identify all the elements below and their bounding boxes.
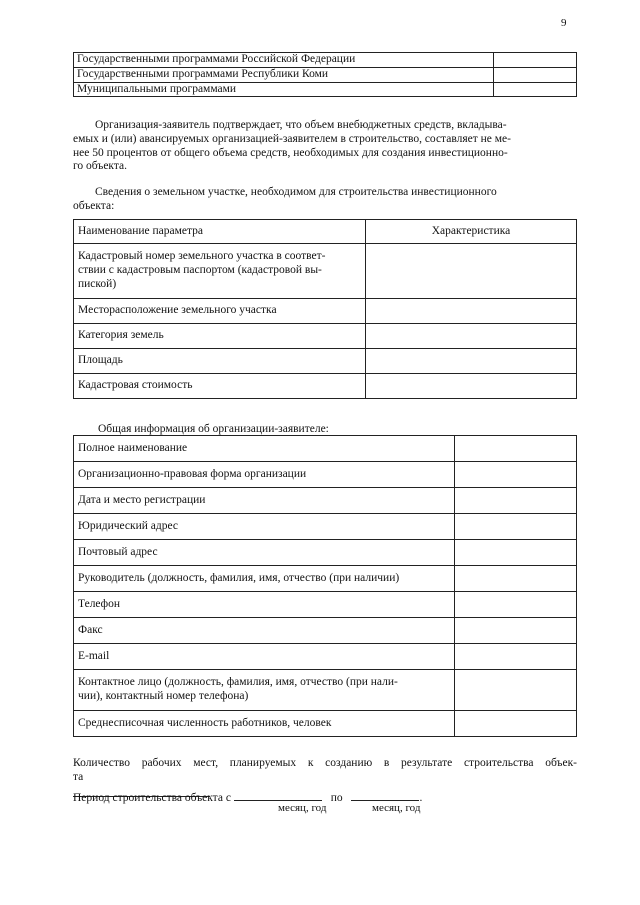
table-row [74, 349, 577, 374]
headcount-label: Среднесписочная численность работников, человек [74, 711, 455, 737]
area-label: Площадь [74, 349, 366, 374]
table-row [74, 299, 577, 324]
program-label: Муниципальными программами [74, 82, 494, 97]
table-row [74, 566, 577, 592]
legal-form-value-cell[interactable] [455, 462, 577, 488]
period-end: . [419, 792, 423, 804]
program-label: Государственными программами Республики Коми [74, 67, 494, 82]
table-row [74, 592, 577, 618]
paragraph-line: нее 50 процентов от общего объема средств, необходимых для создания инвестиционно- [73, 146, 508, 159]
program-value-cell[interactable] [494, 67, 577, 82]
table-row [74, 711, 577, 737]
program-value-cell[interactable] [494, 53, 577, 68]
cadastral-number-value-cell[interactable] [366, 244, 577, 299]
legal-form-label: Организационно-правовая форма организации [74, 462, 455, 488]
table-header-row [74, 220, 577, 244]
full-name-label: Полное наименование [74, 436, 455, 462]
location-value-cell[interactable] [366, 299, 577, 324]
table-row [74, 670, 577, 711]
label-line: ствии с кадастровым паспортом (кадастровой вы- [78, 264, 322, 277]
table-row [74, 82, 577, 97]
cadastral-value-label: Кадастровая стоимость [74, 374, 366, 399]
headcount-value-cell[interactable] [455, 711, 577, 737]
fax-value-cell[interactable] [455, 618, 577, 644]
paragraph-line: Сведения о земельном участке, необходимом для строительства инвестиционного [95, 186, 497, 198]
cadastral-value-cell[interactable] [366, 374, 577, 399]
registration-label: Дата и место регистрации [74, 488, 455, 514]
email-label: E-mail [74, 644, 455, 670]
table-row [74, 462, 577, 488]
label-line: Контактное лицо (должность, фамилия, имя, отчество (при нали- [78, 676, 398, 689]
table-row [74, 514, 577, 540]
header-parameter-name: Наименование параметра [74, 220, 366, 244]
postal-address-label: Почтовый адрес [74, 540, 455, 566]
table-row [74, 540, 577, 566]
period-mid: по [330, 792, 343, 804]
jobs-count-text: Количество рабочих мест, планируемых к созданию в результате строительства объек- [73, 757, 577, 769]
period-prefix: Период строительства объекта с [73, 792, 231, 804]
period-captions [73, 802, 577, 816]
header-characteristic: Характеристика [366, 220, 577, 244]
land-plot-table [73, 219, 577, 399]
label-line: Кадастровый номер земельного участка в соответ- [78, 250, 326, 263]
director-label: Руководитель (должность, фамилия, имя, отчество (при наличии) [74, 566, 455, 592]
programs-table [73, 52, 577, 97]
location-label: Месторасположение земельного участка [74, 299, 366, 324]
contact-person-value-cell[interactable] [455, 670, 577, 711]
jobs-tail-text: та [73, 770, 84, 783]
director-value-cell[interactable] [455, 566, 577, 592]
full-name-value-cell[interactable] [455, 436, 577, 462]
table-row [74, 436, 577, 462]
table-row [74, 324, 577, 349]
cadastral-number-label [74, 244, 366, 299]
period-end-blank[interactable] [351, 789, 419, 801]
paragraph-line: Организация-заявитель подтверждает, что объем внебюджетных средств, вкладыва- [95, 119, 507, 131]
table-row [74, 644, 577, 670]
period-start-caption: месяц, год [278, 802, 327, 814]
period-start-blank[interactable] [234, 789, 322, 801]
postal-address-value-cell[interactable] [455, 540, 577, 566]
paragraph-line: объекта: [73, 199, 115, 212]
legal-address-label: Юридический адрес [74, 514, 455, 540]
table-row [74, 244, 577, 299]
legal-address-value-cell[interactable] [455, 514, 577, 540]
table-row [74, 488, 577, 514]
table-row [74, 618, 577, 644]
confirmation-paragraph [73, 119, 577, 174]
program-value-cell[interactable] [494, 82, 577, 97]
area-value-cell[interactable] [366, 349, 577, 374]
registration-value-cell[interactable] [455, 488, 577, 514]
label-line: пиской) [78, 277, 117, 290]
land-plot-intro [73, 186, 577, 214]
table-row [74, 53, 577, 68]
land-category-label: Категория земель [74, 324, 366, 349]
email-value-cell[interactable] [455, 644, 577, 670]
period-end-caption: месяц, год [372, 802, 421, 814]
paragraph-line: емых и (или) авансируемых организацией-заявителем в строительство, составляет не ме- [73, 132, 511, 145]
organization-info-table [73, 435, 577, 737]
contact-person-label [74, 670, 455, 711]
phone-value-cell[interactable] [455, 592, 577, 618]
label-line: чии), контактный номер телефона) [78, 690, 249, 702]
phone-label: Телефон [74, 592, 455, 618]
organization-intro: Общая информация об организации-заявителе: [98, 423, 329, 435]
land-category-value-cell[interactable] [366, 324, 577, 349]
table-row [74, 374, 577, 399]
table-row [74, 67, 577, 82]
page-number: 9 [561, 17, 567, 29]
fax-label: Факс [74, 618, 455, 644]
program-label: Государственными программами Российской Федерации [74, 53, 494, 68]
paragraph-line: го объекта. [73, 160, 128, 173]
